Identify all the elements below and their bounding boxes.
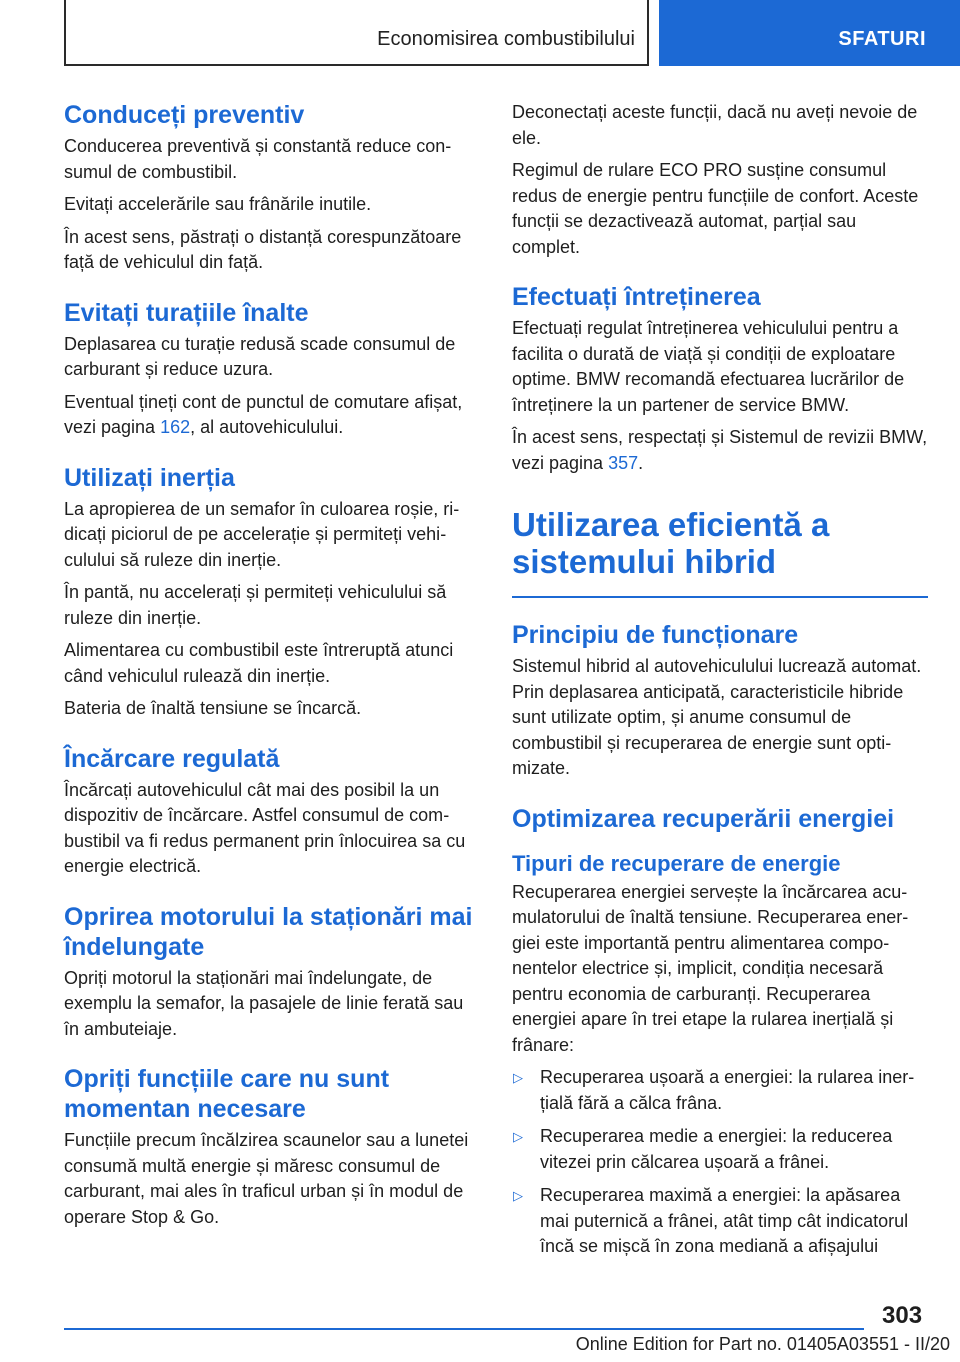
paragraph: În acest sens, respectați și Sistemul de revizii BMW, vezi pagina 357. [512,427,928,473]
paragraph: Deplasarea cu turație redusă scade consumul de carburant și reduce uzura. [64,333,456,379]
paragraph: Evitați accelerările sau frânările inutile. [64,194,372,214]
triangle-bullet-icon: ▷ [513,1188,523,1203]
triangle-bullet-icon: ▷ [513,1070,523,1085]
paragraph: Conducerea preventivă și constantă reduce consumul de combustibil. [64,136,452,182]
page-link-162[interactable]: 162 [160,417,191,437]
paragraph: În pantă, nu accelerați și permiteți vehiculului să ruleze din inerție. [64,582,447,628]
paragraph: Opriți motorul la staționări mai îndelungate, de exemplu la semafor, la pasajele de linie ferată sau în ambuteiaje. [64,967,464,1039]
heading-disable-functions: Opriți funcțiile care nu sunt momentan necesare [64,1065,390,1123]
header-section: SFATURI [838,28,926,50]
recovery-list [512,1065,928,1260]
list-item: ▷ Recuperarea ușoară a energiei: la rularea inerțială fără a călca frâna. [513,1067,915,1113]
paragraph: Alimentarea cu combustibil este întreruptă atunci când vehiculul rulează din inerție. [64,640,454,686]
heading-stop-engine: Oprirea motorului la staționări mai îndelungate [64,902,473,961]
paragraph: Bateria de înaltă tensiune se încarcă. [64,698,362,718]
right-column [512,100,928,1268]
paragraph: Sistemul hibrid al autovehiculului lucrează automat. Prin deplasarea anticipată, caracteristicile hibride sunt utilizate optim, și anume consumul de combustibil și recuperarea de energie sunt optimizate. [512,656,922,778]
paragraph: În acest sens, păstrați o distanță corespunzătoare față de vehiculul din față. [64,226,462,272]
paragraph: La apropierea de un semafor în culoarea roșie, ridicați piciorul de pe accelerație și permiteți vehiculului să ruleze din inerție. [64,498,460,570]
heading-use-inertia: Utilizați inerția [64,463,235,492]
footer-edition: Online Edition for Part no. 01405A03551 - II/20 [575,1334,950,1354]
paragraph: Eventual țineți cont de punctul de comutare afișat, vezi pagina 162, al autovehiculului. [64,391,463,437]
paragraph: Încărcați autovehiculul cât mai des posibil la un dispozitiv de încărcare. Astfel consumul de combustibil va fi redus permanent prin înlocuirea sa cu energie electrică. [64,779,466,876]
page-number: 303 [882,1302,923,1329]
header-section-box [659,0,960,66]
heading-avoid-high-rpm: Evitați turațiile înalte [64,298,309,327]
triangle-bullet-icon: ▷ [513,1129,523,1144]
footer-rule [64,1328,864,1330]
paragraph: Efectuați regulat întreținerea vehiculului pentru a facilita o durată de viață și condiții de exploatare optime. BMW recomandă efectuarea lucrărilor de întreținere la un partener de service BMW. [512,318,905,415]
heading-operating-principle: Principiu de funcționare [512,621,799,649]
list-item: ▷ Recuperarea maximă a energiei: la apăsarea mai puternică a frânei, atât timp cât indicatorul încă se mișcă în zona mediană a afișajului [513,1185,909,1256]
heading-regular-charging: Încărcare regulată [64,744,280,773]
paragraph: Deconectați aceste funcții, dacă nu aveți nevoie de ele. [512,102,918,148]
paragraph: Recuperarea energiei servește la încărcarea acumulatorului de înaltă tensiune. Recuperarea energiei este importantă pentru alimentarea componentelor electrice și, implicit, condiția necesară pentru economia de carburanți. Recuperarea energiei apare în trei etape la rularea inerțială și frânare: [512,881,909,1055]
main-heading-hybrid: Utilizarea eficientă a sistemului hibrid [512,506,830,580]
page-link-357[interactable]: 357 [608,452,639,473]
paragraph: Funcțiile precum încălzirea scaunelor sau a lunetei consumă multă energie și măresc consumul de carburant, mai ales în traficul urban și în modul de operare Stop & Go. [64,1130,469,1227]
heading-drive-preventive: Conduceți preventiv [64,101,305,129]
heading-energy-recovery: Optimizarea recuperării energiei [512,804,895,833]
header-chapter: Economisirea combustibilului [377,28,635,50]
heading-maintenance: Efectuați întreținerea [512,283,761,311]
subheading-recovery-types: Tipuri de recuperare de energie [512,850,841,876]
paragraph: Regimul de rulare ECO PRO susține consumul redus de energie pentru funcțiile de confort. Aceste funcții se dezactivează automat, parțial sau complet. [512,160,919,257]
heading-rule [512,596,928,598]
left-column [64,100,480,1237]
list-item: ▷ Recuperarea medie a energiei: la reducerea vitezei prin călcarea ușoară a frânei. [513,1126,893,1172]
header-chapter-box [64,0,649,66]
